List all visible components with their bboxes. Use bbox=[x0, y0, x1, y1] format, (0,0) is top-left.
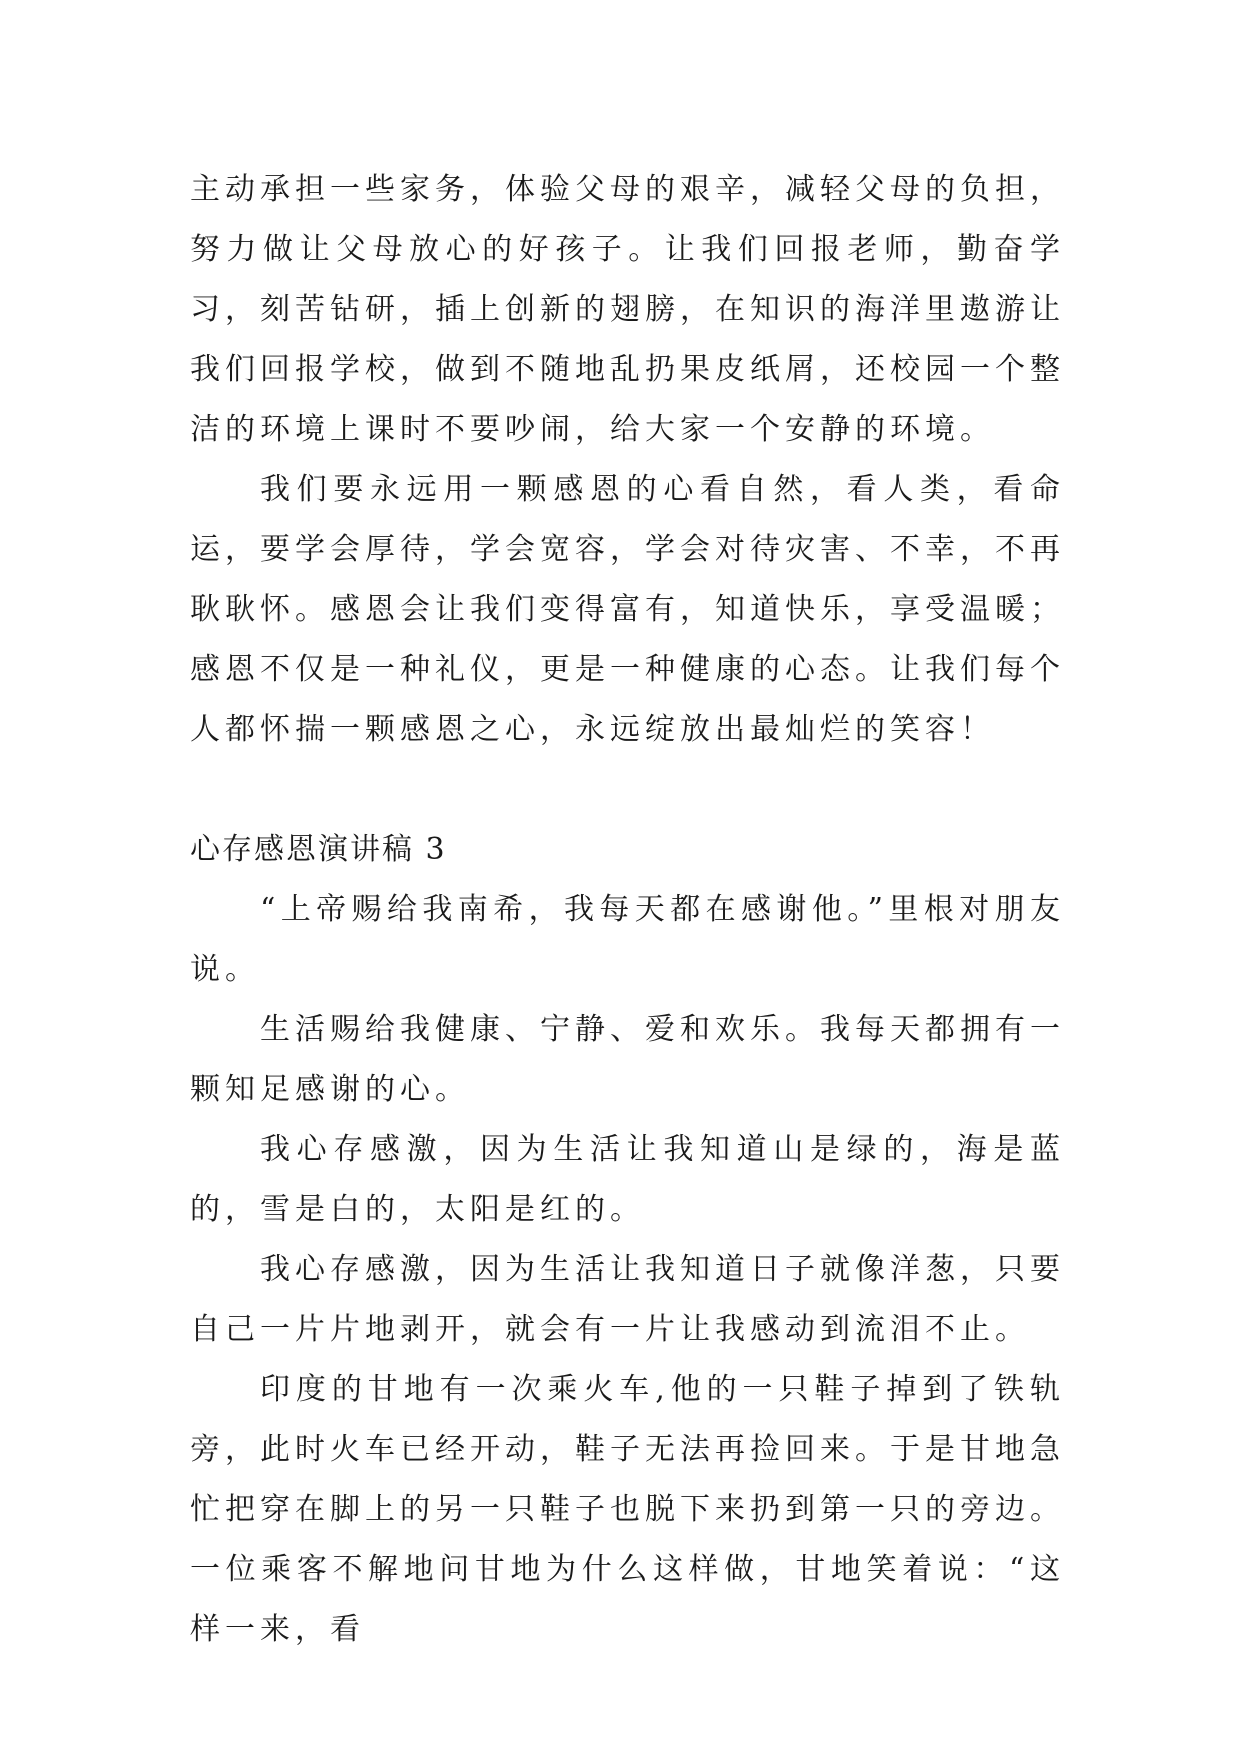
paragraph-gandhi: 印度的甘地有一次乘火车,他的一只鞋子掉到了铁轨旁，此时火车已经开动，鞋子无法再捡回来。于是甘地急忙把穿在脚上的另一只鞋子也脱下来扔到第一只的旁边。一位乘客不解地问甘地为什么这样做，甘地笑着说：“这样一来，看 bbox=[190, 1372, 1065, 1647]
paragraph-chores: 主动承担一些家务，体验父母的艰辛，减轻父母的负担，努力做让父母放心的好孩子。让我们回报老师，勤奋学习，刻苦钻研，插上创新的翅膀，在知识的海洋里遨游让我们回报学校，做到不随地乱扔果皮纸屑，还校园一个整洁的环境上课时不要吵闹，给大家一个安静的环境。 bbox=[190, 172, 1065, 447]
paragraph-mountains-sea: 我心存感激，因为生活让我知道山是绿的，海是蓝的，雪是白的，太阳是红的。 bbox=[190, 1132, 1065, 1227]
section-spacer bbox=[190, 760, 1065, 820]
paragraph-reagan: “上帝赐给我南希，我每天都在感谢他。”里根对朋友说。 bbox=[190, 892, 1065, 987]
paragraph-gratitude-heart: 我们要永远用一颗感恩的心看自然，看人类，看命运，要学会厚待，学会宽容，学会对待灾害、不幸，不再耿耿怀。感恩会让我们变得富有，知道快乐，享受温暖；感恩不仅是一种礼仪，更是一种健康的心态。让我们每个人都怀揣一颗感恩之心，永远绽放出最灿烂的笑容！ bbox=[190, 472, 1065, 747]
paragraph-onion: 我心存感激，因为生活让我知道日子就像洋葱，只要自己一片片地剥开，就会有一片让我感动到流泪不止。 bbox=[190, 1252, 1065, 1347]
body-text bbox=[190, 160, 1065, 1660]
section-heading: 心存感恩演讲稿 3 bbox=[190, 832, 447, 867]
paragraph-life-gifts: 生活赐给我健康、宁静、爱和欢乐。我每天都拥有一颗知足感谢的心。 bbox=[190, 1012, 1065, 1107]
